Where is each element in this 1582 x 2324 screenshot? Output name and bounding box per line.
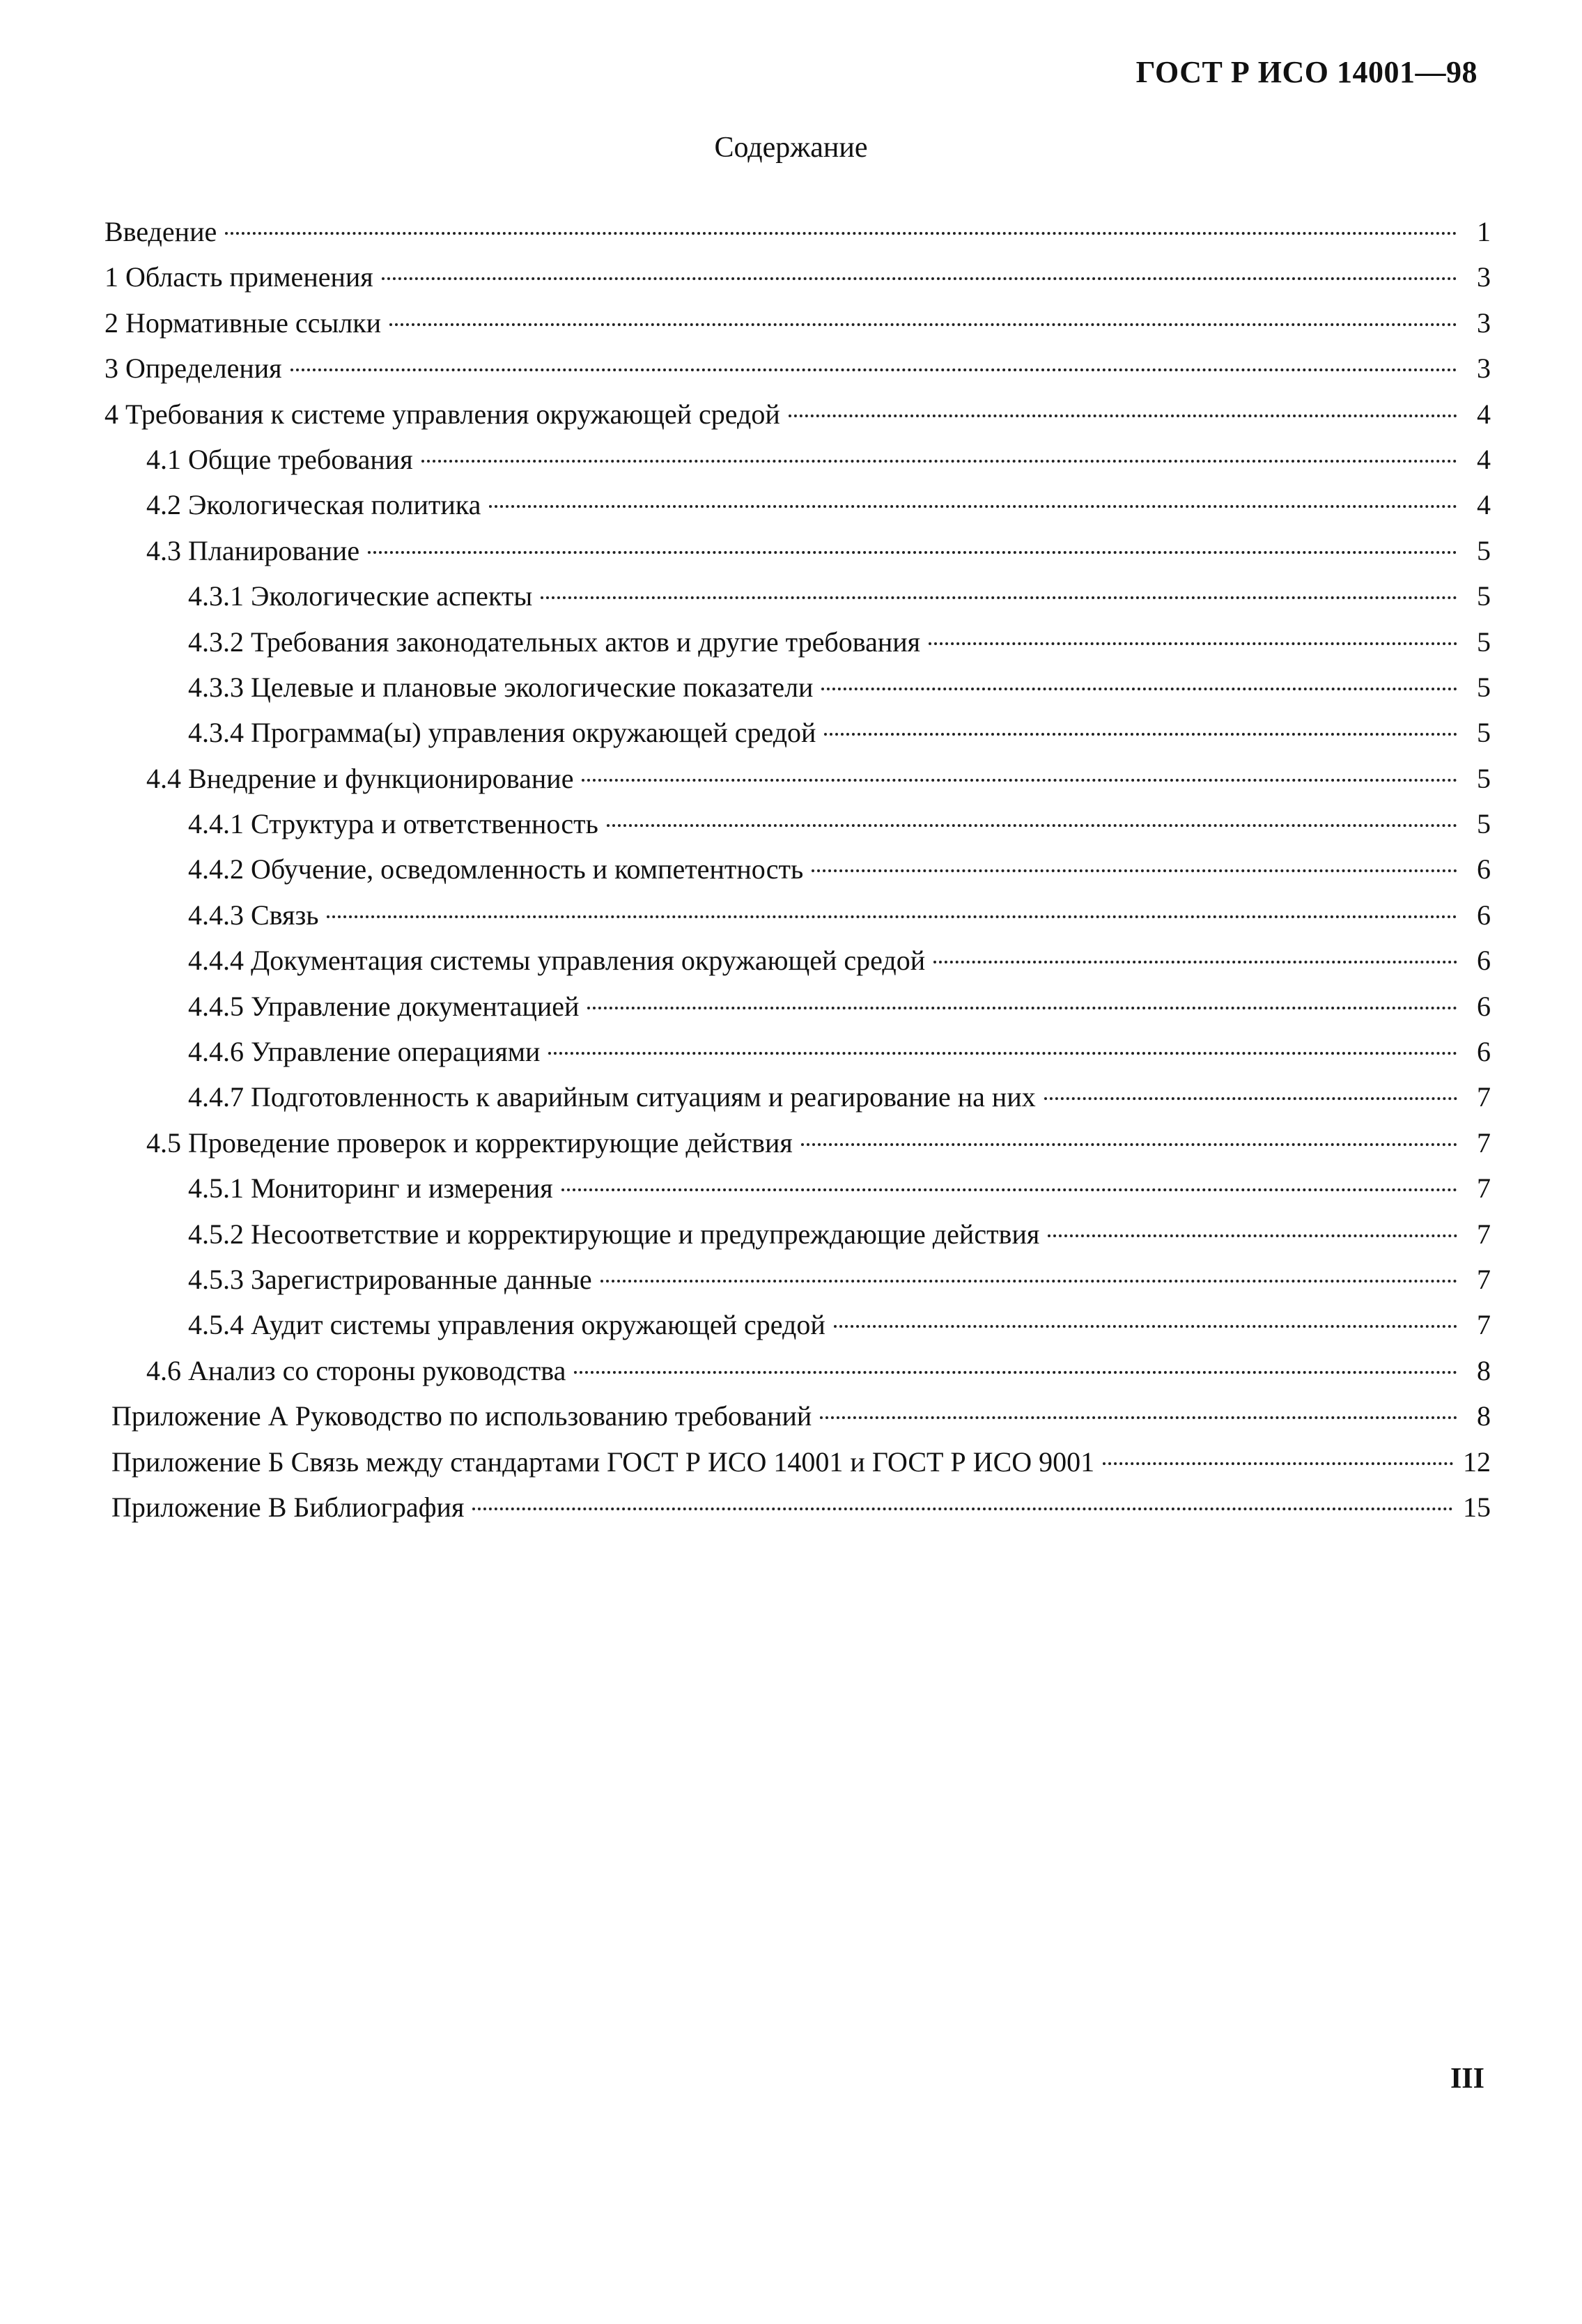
toc-entry-page: 5 [1477,580,1491,612]
toc-entry-page: 12 [1463,1446,1491,1478]
toc-entry-label: 4.3.2 Требования законодательных актов и другие требования [188,626,921,658]
toc-dot-leader [834,1325,1457,1328]
toc-entry-label: 4.1 Общие требования [146,443,413,475]
toc-entry-page: 4 [1477,489,1491,521]
toc-entry-label: 4.4.6 Управление операциями [188,1036,541,1068]
toc-entry[interactable] [104,346,1491,391]
toc-dot-leader [933,961,1457,963]
toc-entry-page: 5 [1477,808,1491,840]
toc-dot-leader [225,232,1457,235]
toc-entry[interactable] [104,756,1491,801]
toc-entry-page: 7 [1477,1309,1491,1341]
toc-dot-leader [1048,1234,1457,1237]
toc-entry-page: 3 [1477,261,1491,293]
toc-entry[interactable] [104,665,1491,710]
toc-dot-leader [1103,1462,1453,1465]
toc-dot-leader [812,869,1457,872]
toc-dot-leader [561,1188,1457,1191]
toc-entry-page: 6 [1477,990,1491,1022]
toc-entry-label: 4.4.2 Обучение, осведомленность и компетентность [188,853,804,885]
toc-entry-page: 7 [1477,1218,1491,1250]
toc-entry-label: Приложение А Руководство по использованию требований [111,1400,812,1432]
toc-entry[interactable] [104,1348,1491,1393]
toc-entry-label: 4.5.2 Несоответствие и корректирующие и предупреждающие действия [188,1218,1040,1250]
toc-entry-label: 4.4 Внедрение и функционирование [146,762,574,794]
toc-entry-label: 4.5 Проведение проверок и корректирующие действия [146,1126,793,1159]
toc-entry-page: 1 [1477,216,1491,247]
toc-dot-leader [548,1052,1457,1055]
toc-entry[interactable] [104,984,1491,1029]
toc-entry-label: 4.6 Анализ со стороны руководства [146,1354,566,1386]
toc-entry-label: Приложение Б Связь между стандартами ГОСТ Р ИСО 14001 и ГОСТ Р ИСО 9001 [111,1446,1095,1478]
toc-entry-page: 8 [1477,1400,1491,1432]
toc-entry-label: 4.3.4 Программа(ы) управления окружающей средой [188,717,816,749]
toc-dot-leader [421,460,1457,463]
toc-dot-leader [929,642,1457,645]
toc-dot-leader [574,1371,1457,1374]
toc-entry-label: 4.3 Планирование [146,534,360,566]
toc-dot-leader [290,369,1457,371]
toc-entry[interactable] [104,846,1491,892]
table-of-contents [104,209,1491,1530]
toc-entry-label: 4 Требования к системе управления окружающей средой [104,398,780,430]
toc-entry-page: 3 [1477,353,1491,385]
toc-dot-leader [1044,1097,1457,1100]
toc-entry[interactable] [104,801,1491,846]
toc-entry-label: 4.5.1 Мониторинг и измерения [188,1172,553,1204]
toc-entry-page: 4 [1477,398,1491,430]
toc-entry-page: 7 [1477,1263,1491,1295]
toc-entry-page: 6 [1477,1036,1491,1068]
toc-dot-leader [489,505,1457,508]
toc-entry-page: 3 [1477,307,1491,339]
toc-entry-label: 4.3.3 Целевые и плановые экологические показатели [188,671,814,703]
toc-entry-page: 6 [1477,899,1491,931]
toc-dot-leader [820,1416,1457,1419]
toc-dot-leader [541,596,1457,599]
toc-entry-label: 4.5.4 Аудит системы управления окружающей средой [188,1309,825,1341]
toc-entry[interactable] [104,938,1491,983]
toc-dot-leader [600,1280,1457,1283]
toc-entry-page: 5 [1477,626,1491,658]
toc-entry[interactable] [104,1302,1491,1347]
toc-dot-leader [789,415,1457,417]
toc-entry-label: 4.4.4 Документация системы управления окружающей средой [188,945,926,977]
toc-entry-label: 4.2 Экологическая политика [146,489,481,521]
toc-entry-label: 4.3.1 Экологические аспекты [188,580,533,612]
toc-dot-leader [327,915,1457,918]
toc-dot-leader [472,1508,1453,1510]
toc-entry[interactable] [104,254,1491,300]
toc-entry[interactable] [104,1074,1491,1120]
toc-entry[interactable] [104,300,1491,346]
page-number: III [1450,2063,1484,2095]
toc-dot-leader [821,688,1457,690]
toc-entry-page: 5 [1477,671,1491,703]
toc-entry[interactable] [104,573,1491,619]
toc-entry-page: 5 [1477,534,1491,566]
toc-entry[interactable] [104,619,1491,665]
toc-dot-leader [801,1143,1457,1146]
toc-entry-page: 8 [1477,1354,1491,1386]
toc-entry-page: 7 [1477,1081,1491,1113]
toc-entry[interactable] [104,1485,1491,1530]
toc-dot-leader [587,1007,1457,1009]
toc-entry-label: Введение [104,216,217,247]
toc-entry-label: 4.4.3 Связь [188,899,319,931]
toc-entry[interactable] [104,437,1491,482]
document-header: ГОСТ Р ИСО 14001—98 [1135,55,1478,89]
toc-entry-label: 3 Определения [104,353,282,385]
toc-entry-label: 4.4.7 Подготовленность к аварийным ситуациям и реагирование на них [188,1081,1036,1113]
toc-entry[interactable] [104,1029,1491,1074]
toc-title: Содержание [714,132,868,164]
toc-entry[interactable] [104,1165,1491,1211]
toc-dot-leader [368,551,1457,554]
toc-entry-page: 6 [1477,853,1491,885]
toc-entry-page: 5 [1477,717,1491,749]
toc-entry[interactable] [104,710,1491,755]
toc-entry[interactable] [104,1439,1491,1485]
toc-entry-page: 15 [1463,1491,1491,1523]
toc-entry-label: 4.4.5 Управление документацией [188,990,580,1022]
toc-entry-label: 4.4.1 Структура и ответственность [188,808,598,840]
toc-entry-label: 2 Нормативные ссылки [104,307,382,339]
toc-entry-page: 5 [1477,762,1491,794]
toc-entry-page: 4 [1477,443,1491,475]
toc-dot-leader [582,779,1457,782]
toc-entry[interactable] [104,528,1491,573]
toc-dot-leader [382,277,1457,280]
toc-dot-leader [389,323,1457,326]
toc-entry-label: 4.5.3 Зарегистрированные данные [188,1263,592,1295]
toc-entry[interactable] [104,1257,1491,1302]
toc-entry-page: 7 [1477,1172,1491,1204]
toc-entry-label: Приложение В Библиография [111,1491,465,1523]
toc-entry-label: 1 Область применения [104,261,373,293]
toc-dot-leader [607,824,1457,827]
toc-entry[interactable] [104,482,1491,527]
toc-entry-page: 6 [1477,945,1491,977]
toc-entry[interactable] [104,892,1491,938]
toc-entry[interactable] [104,1393,1491,1439]
toc-entry[interactable] [104,392,1491,437]
toc-entry[interactable] [104,209,1491,254]
toc-entry[interactable] [104,1120,1491,1165]
toc-dot-leader [824,733,1457,736]
toc-entry[interactable] [104,1211,1491,1257]
toc-entry-page: 7 [1477,1126,1491,1159]
